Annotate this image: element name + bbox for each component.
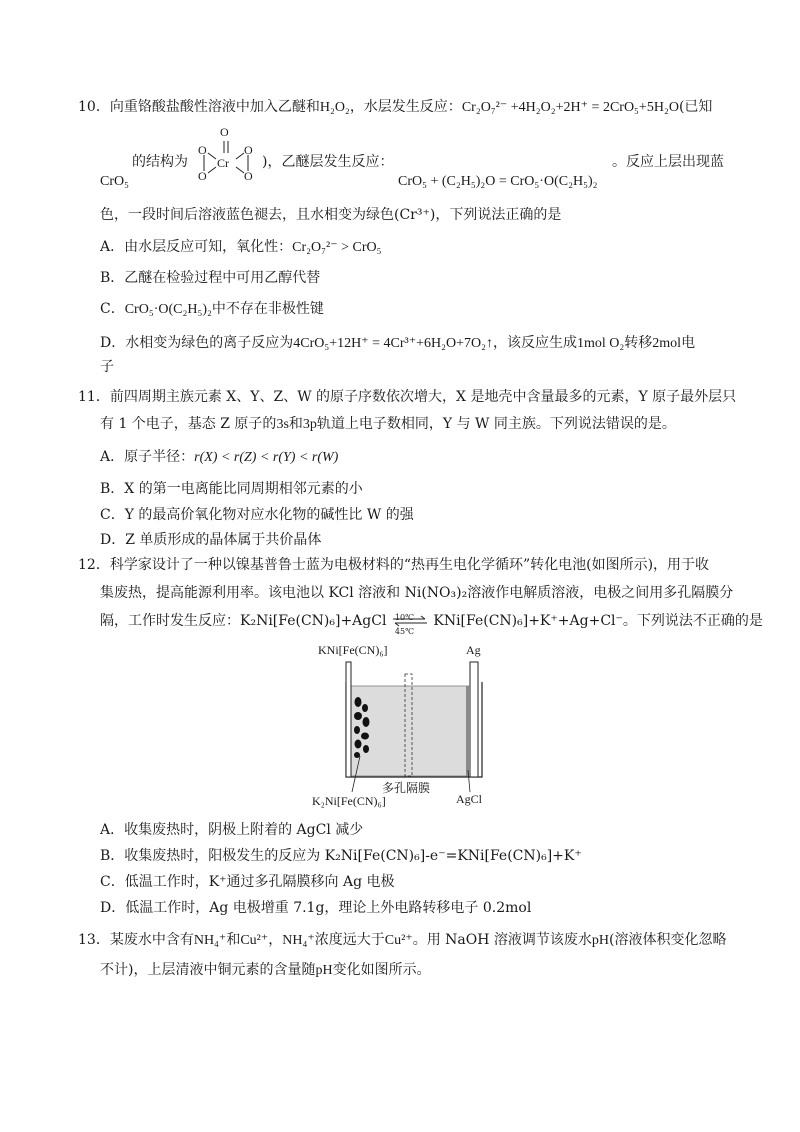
cond-top-temp: 10℃ bbox=[394, 613, 415, 622]
battery-figure bbox=[310, 642, 510, 812]
q10-line2-a: 的结构为 bbox=[132, 154, 188, 170]
water-layer-equation: Cr₂O₇²⁻ +4H₂O₂+2H⁺ = 2CrO₅+5H₂O bbox=[461, 100, 679, 115]
q12-option-b: B．收集废热时，阳极发生的反应为 K₂Ni[Fe(CN)₆]-e⁻=KNi[Fe(CN)₆]+K⁺ bbox=[100, 848, 582, 864]
q11-option-c: C．Y 的最高价氧化物对应水化物的碱性比 W 的强 bbox=[100, 507, 414, 523]
ether-layer-equation: CrO₅ + (C₂H₅)₂O = CrO₅·O(C₂H₅)₂ bbox=[398, 174, 598, 189]
q11-option-a: A．原子半径：r(X) < r(Z) < r(Y) < r(W) bbox=[100, 449, 339, 465]
q13-line2: 不计)，上层清液中铜元素的含量随pH变化如图所示。 bbox=[100, 962, 431, 978]
label-kni-electrode: KNi[Fe(CN)₆] bbox=[318, 643, 388, 657]
q11-line2: 有 1 个电子，基态 Z 原子的3s和3p轨道上电子数相同，Y 与 W 同主族。下列说法错误的是。 bbox=[100, 416, 676, 432]
q12-option-d: D．低温工作时，Ag 电极增重 7.1g，理论上外电路转移电子 0.2mol bbox=[100, 900, 532, 916]
q12-option-c: C．低温工作时，K⁺通过多孔隔膜移向 Ag 电极 bbox=[100, 874, 395, 890]
label-k2ni-deposit: K₂Ni[Fe(CN)₆] bbox=[312, 794, 386, 808]
struct-o-top: O bbox=[220, 125, 229, 139]
struct-o-lr: O bbox=[244, 169, 253, 183]
q12-option-a: A．收集废热时，阴极上附着的 AgCl 减少 bbox=[100, 822, 364, 838]
q12-line1: 12．科学家设计了一种以镍基普鲁士蓝为电极材料的“热再生电化学循环”转化电池(如图所示)，用于收 bbox=[78, 557, 710, 573]
q10-option-d: D．水相变为绿色的离子反应为4CrO₅+12H⁺ = 4Cr³⁺+6H₂O+7O₂↑，该反应生成1mol O₂转移2mol电 bbox=[100, 335, 696, 351]
q12-line3: 隔，工作时发生反应：K₂Ni[Fe(CN)₆]+AgCl 10℃ 45℃ KNi[Fe(CN)₆]+K⁺+Ag+Cl⁻。下列说法不正确的是 bbox=[100, 611, 763, 631]
q11-line1: 11．前四周期主族元素 X、Y、Z、W 的原子序数依次增大，X 是地壳中含量最多的元素，Y 原子最外层只 bbox=[78, 389, 737, 405]
q10-option-a: A．由水层反应可知，氧化性：Cr₂O₇²⁻ > CrO₅ bbox=[100, 239, 382, 255]
q12-line2: 集废热，提高能源利用率。该电池以 KCl 溶液和 Ni(NO₃)₂溶液作电解质溶液，电极之间用多孔隔膜分 bbox=[100, 585, 734, 601]
q10-option-c: C．CrO₅·O(C₂H₅)₂中不存在非极性键 bbox=[100, 301, 324, 317]
q10-option-d-tail: 子 bbox=[100, 359, 114, 375]
label-agcl-layer: AgCl bbox=[456, 792, 483, 806]
reaction-condition-arrows bbox=[391, 611, 429, 636]
cond-bottom-temp: 45℃ bbox=[394, 627, 415, 636]
cro5-label: CrO₅ bbox=[100, 174, 129, 189]
label-porous-membrane: 多孔隔膜 bbox=[382, 781, 431, 795]
q10-line3: 色，一段时间后溶液蓝色褪去，且水相变为绿色(Cr³⁺)，下列说法正确的是 bbox=[100, 207, 562, 223]
q10-line2-c: 。反应上层出现蓝 bbox=[612, 154, 724, 170]
q13-line1: 13．某废水中含有NH₄⁺和Cu²⁺，NH₄⁺浓度远大于Cu²⁺。用 NaOH 溶液调节该废水pH(溶液体积变化忽略 bbox=[78, 932, 727, 948]
struct-o-ur: O bbox=[244, 143, 253, 157]
q10-line2-b: )，乙醚层发生反应： bbox=[262, 154, 394, 170]
struct-o-ll: O bbox=[198, 169, 207, 183]
q11-option-d: D．Z 单质形成的晶体属于共价晶体 bbox=[100, 532, 322, 548]
q10-line1: 10．向重铬酸盐酸性溶液中加入乙醚和H₂O₂，水层发生反应：Cr₂O₇²⁻ +4H₂O₂+2H⁺ = 2CrO₅+5H₂O(已知 bbox=[78, 99, 713, 115]
label-ag-electrode: Ag bbox=[466, 643, 481, 657]
q10-option-b: B．乙醚在检验过程中可用乙醇代替 bbox=[100, 270, 321, 286]
q11-option-b: B．X 的第一电离能比同周期相邻元素的小 bbox=[100, 481, 363, 497]
struct-o-ul: O bbox=[198, 143, 207, 157]
struct-cr: Cr bbox=[217, 156, 229, 170]
h2o2-formula: H₂O₂ bbox=[319, 100, 350, 115]
cro5-structure bbox=[190, 127, 262, 189]
